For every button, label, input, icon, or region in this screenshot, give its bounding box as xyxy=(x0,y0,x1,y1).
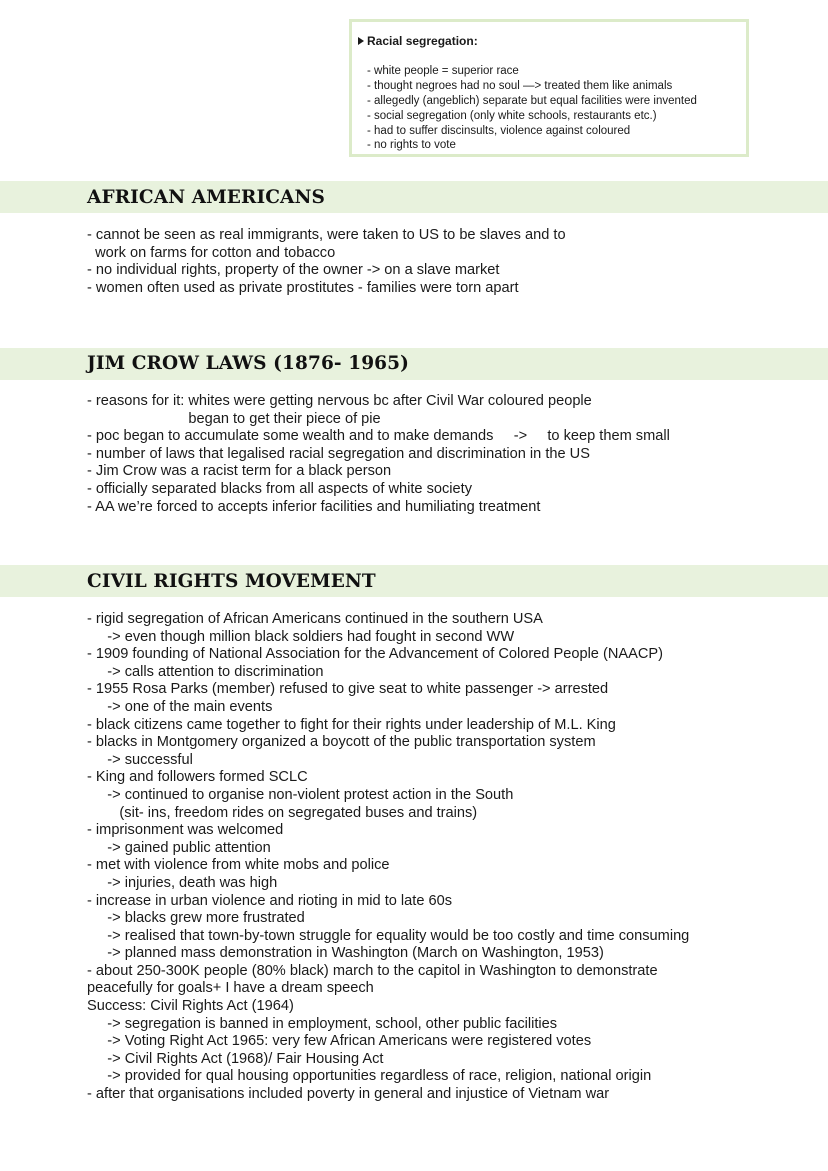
section-civil-rights-movement xyxy=(87,611,689,1104)
text-line: Success: Civil Rights Act (1964) xyxy=(87,998,294,1015)
text-line: - number of laws that legalised racial segregation and discrimination in the US xyxy=(87,445,590,462)
text-line: - no individual rights, property of the owner -> on a slave market xyxy=(87,262,500,279)
text-line: - cannot be seen as real immigrants, were taken to US to be slaves and to xyxy=(87,227,566,243)
box-line: - allegedly (angeblich) separate but equal facilities were invented xyxy=(367,94,697,107)
text-line: - reasons for it: whites were getting nervous bc after Civil War coloured people xyxy=(87,393,592,409)
text-line: -> planned mass demonstration in Washington (March on Washington, 1953) xyxy=(87,945,604,962)
text-line: - blacks in Montgomery organized a boycott of the public transportation system xyxy=(87,734,596,751)
text-line: -> blacks grew more frustrated xyxy=(87,910,305,927)
text-line: -> Voting Right Act 1965: very few African Americans were registered votes xyxy=(87,1033,592,1050)
text-line: - rigid segregation of African Americans continued in the southern USA xyxy=(87,611,543,627)
section-african-americans xyxy=(87,227,566,297)
heading-civil-rights-movement: CIVIL RIGHTS MOVEMENT xyxy=(87,571,376,592)
text-line: - increase in urban violence and rioting in mid to late 60s xyxy=(87,892,453,909)
text-line: -> calls attention to discrimination xyxy=(87,663,324,680)
text-line: - after that organisations included poverty in general and injustice of Vietnam war xyxy=(87,1086,610,1103)
text-line: work on farms for cotton and tobacco xyxy=(87,244,336,261)
heading-jim-crow-laws: JIM CROW LAWS (1876- 1965) xyxy=(87,353,409,374)
text-line: -> Civil Rights Act (1968)/ Fair Housing Act xyxy=(87,1050,384,1067)
text-line: - officially separated blacks from all aspects of white society xyxy=(87,480,473,497)
triangle-bullet-icon xyxy=(358,37,364,45)
box-line: - social segregation (only white schools, restaurants etc.) xyxy=(367,109,657,122)
section-jim-crow-laws xyxy=(87,393,670,516)
text-line: -> gained public attention xyxy=(87,839,271,856)
text-line: - women often used as private prostitutes - families were torn apart xyxy=(87,279,519,296)
text-line: -> even though million black soldiers had fought in second WW xyxy=(87,628,515,645)
box-line: - thought negroes had no soul —> treated them like animals xyxy=(367,79,673,92)
heading-african-americans: AFRICAN AMERICANS xyxy=(87,187,325,208)
text-line: - imprisonment was welcomed xyxy=(87,822,284,839)
text-line: -> one of the main events xyxy=(87,698,273,715)
text-line: - about 250-300K people (80% black) march to the capitol in Washington to demonstrate xyxy=(87,962,658,979)
box-title: Racial segregation: xyxy=(367,34,478,48)
box-title-row xyxy=(358,34,734,49)
text-line: -> provided for qual housing opportunities regardless of race, religion, national origin xyxy=(87,1068,652,1085)
box-line: - white people = superior race xyxy=(367,64,519,77)
racial-segregation-box xyxy=(349,19,749,157)
text-line: -> realised that town-by-town struggle for equality would be too costly and time consuming xyxy=(87,927,690,944)
text-line: - black citizens came together to fight for their rights under leadership of M.L. King xyxy=(87,716,616,733)
box-line: - had to suffer discinsults, violence against coloured xyxy=(367,124,631,137)
text-line: - Jim Crow was a racist term for a black person xyxy=(87,463,392,480)
text-line: - AA we’re forced to accepts inferior facilities and humiliating treatment xyxy=(87,498,541,515)
text-line: -> segregation is banned in employment, school, other public facilities xyxy=(87,1015,558,1032)
text-line: - 1955 Rosa Parks (member) refused to give seat to white passenger -> arrested xyxy=(87,681,609,698)
text-line: -> injuries, death was high xyxy=(87,874,278,891)
text-line: - met with violence from white mobs and police xyxy=(87,857,390,874)
text-line: -> continued to organise non-violent protest action in the South xyxy=(87,786,514,803)
text-line: - 1909 founding of National Association for the Advancement of Colored People (NAACP) xyxy=(87,646,663,663)
text-line: - King and followers formed SCLC xyxy=(87,769,308,786)
box-line: - no rights to vote xyxy=(367,139,456,152)
text-line: (sit- ins, freedom rides on segregated buses and trains) xyxy=(87,804,478,821)
text-line: - poc began to accumulate some wealth and to make demands -> to keep them small xyxy=(87,428,670,445)
text-line: -> successful xyxy=(87,751,193,768)
text-line: began to get their piece of pie xyxy=(87,410,381,427)
text-line: peacefully for goals+ I have a dream speech xyxy=(87,980,374,997)
